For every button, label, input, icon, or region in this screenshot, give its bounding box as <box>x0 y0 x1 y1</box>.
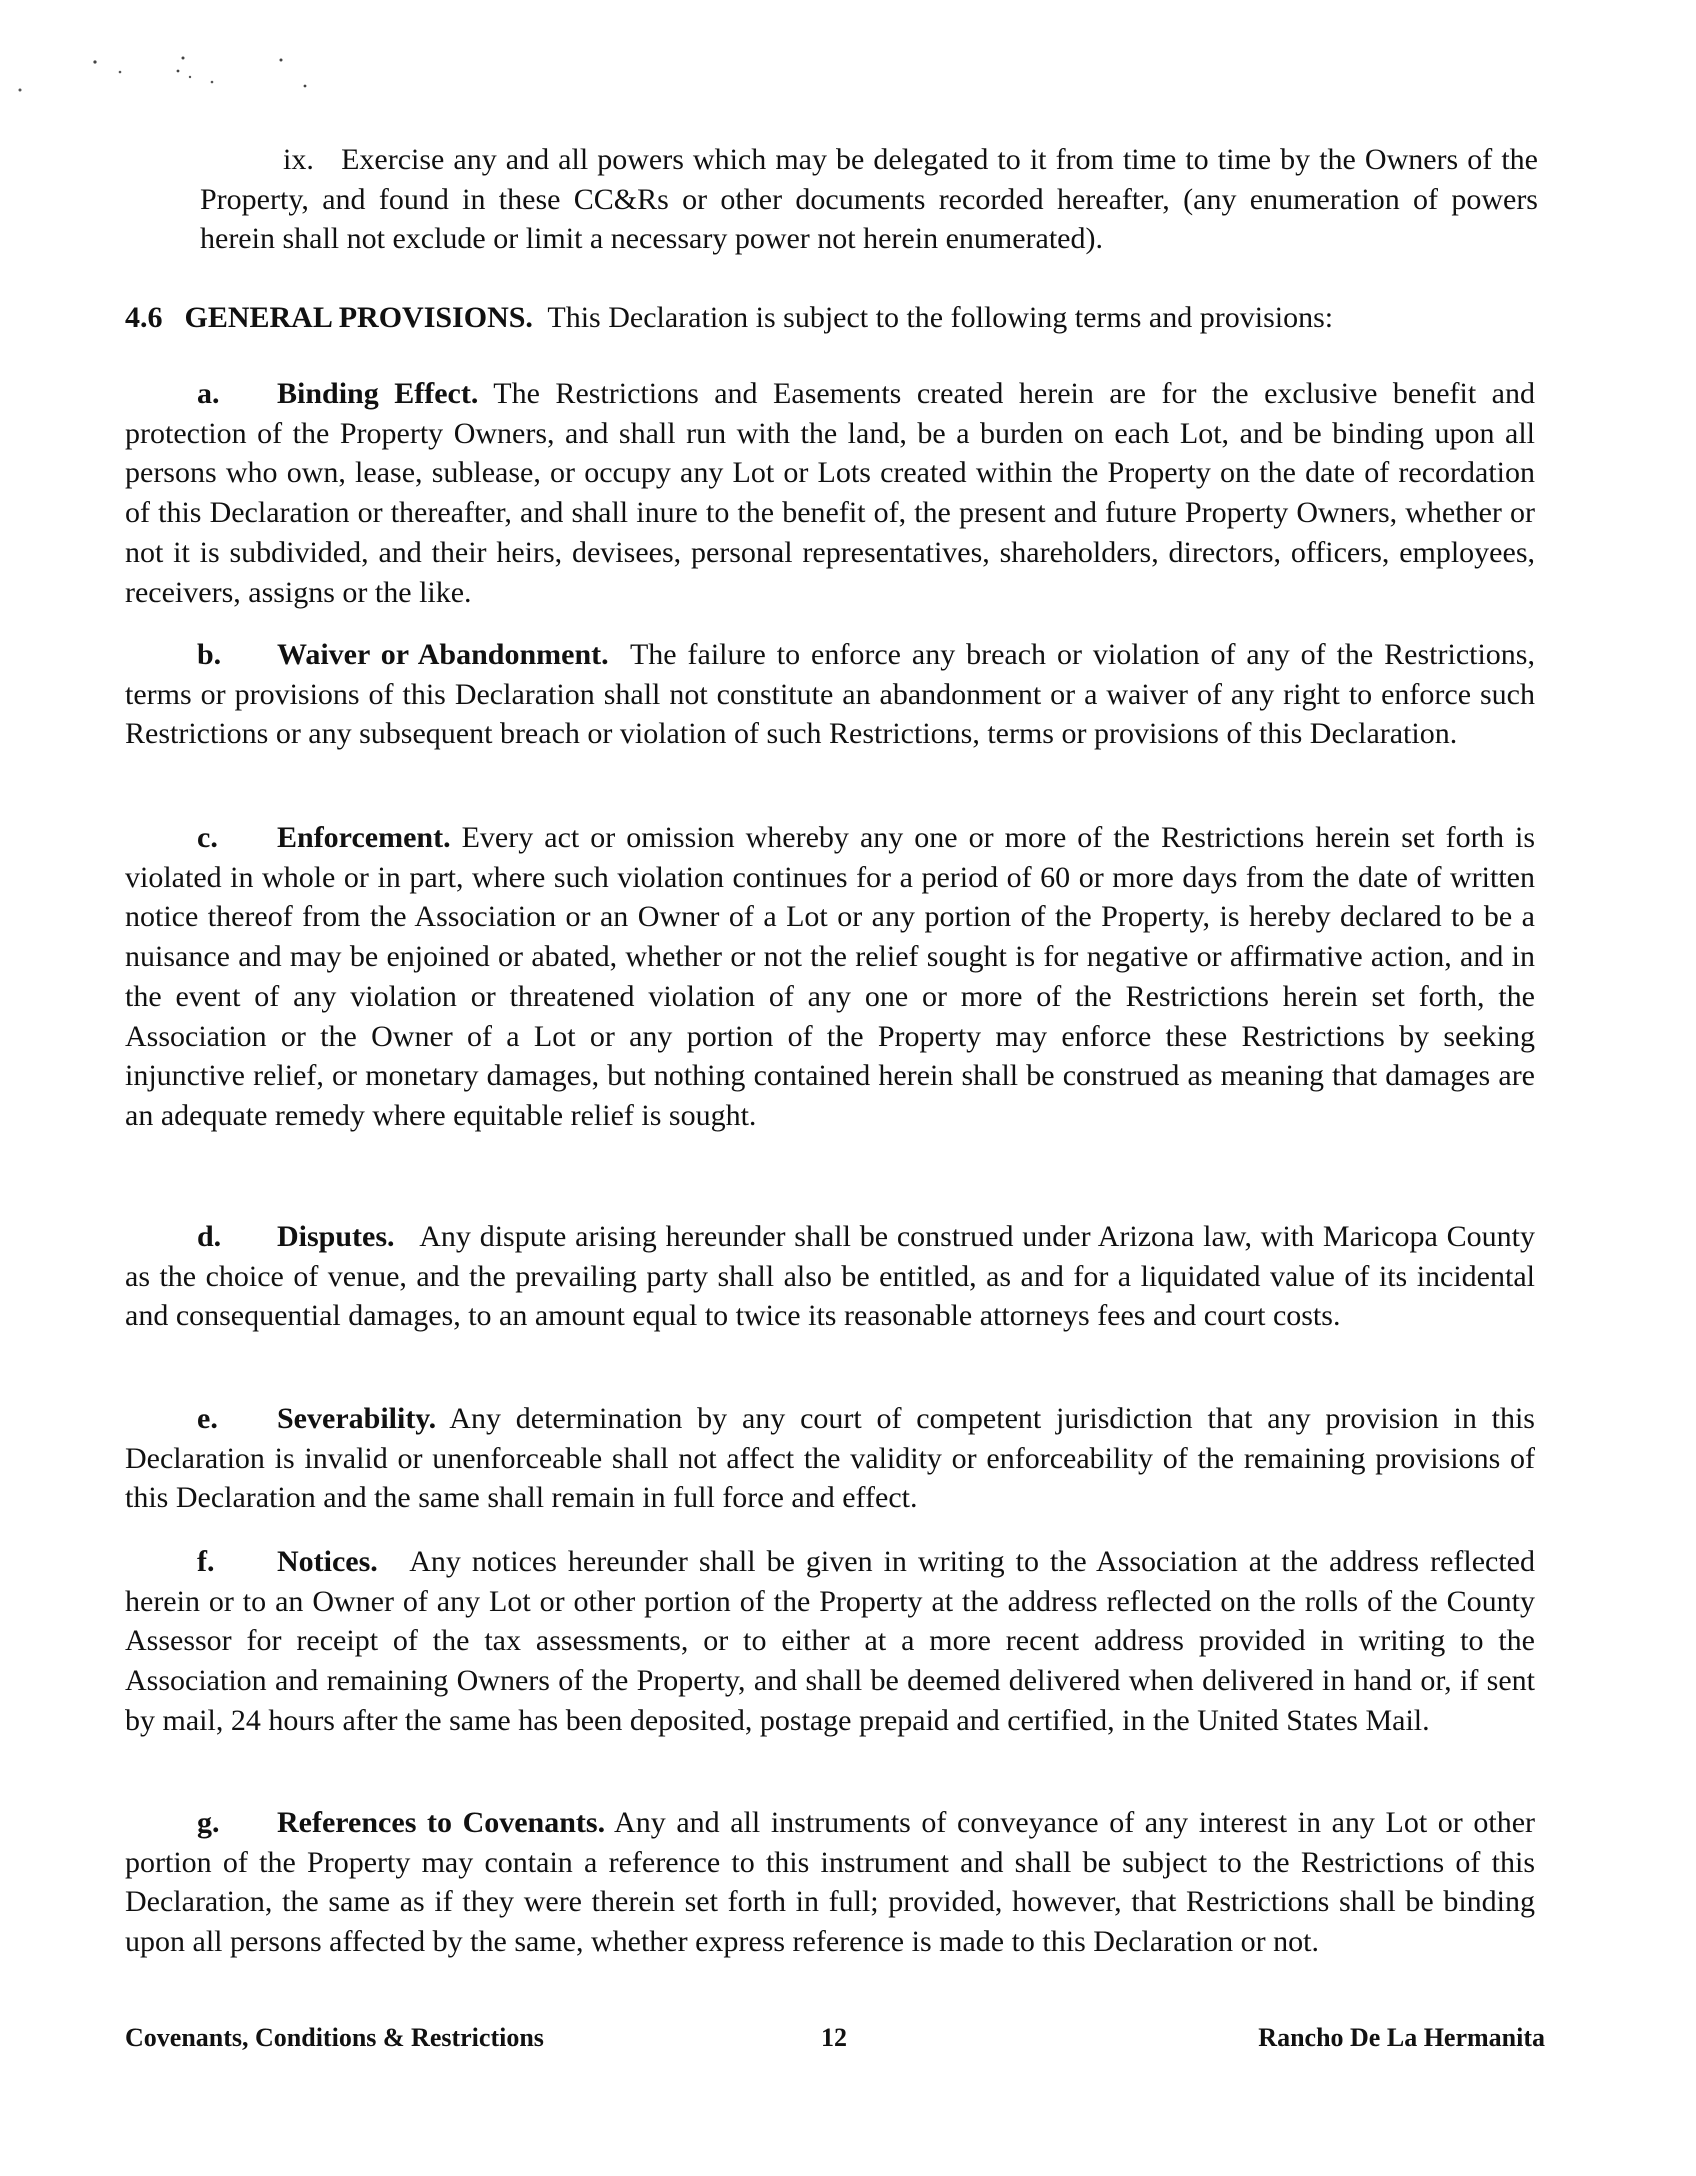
general-provisions-heading <box>125 298 1545 338</box>
provision-b-label: Waiver or Abandonment. <box>277 638 609 671</box>
provision-e-label: Severability. <box>277 1402 437 1435</box>
section-number: 4.6 <box>125 301 163 334</box>
provision-f-label: Notices. <box>277 1545 378 1578</box>
provision-d-paragraph <box>125 1217 1535 1336</box>
provision-a-text: The Restrictions and Easements created herein are for the exclusive benefit and protection of the Property Owners, and shall run with the land, be a burden on each Lot, and be binding upon all persons who own, lease, sublease, or occupy any Lot or Lots created within the Property on the date of recordation of this Declaration or thereafter, and shall inure to the benefit of, the present and future Property Owners, whether or not it is subdivided, and their heirs, devisees, personal representatives, shareholders, directors, officers, employees, receivers, assigns or the like. <box>125 377 1535 609</box>
provision-c-letter: c. <box>197 821 218 854</box>
provision-g-paragraph <box>125 1803 1535 1962</box>
provision-g-letter: g. <box>197 1806 220 1839</box>
footer-project-name: Rancho De La Hermanita <box>1258 2023 1545 2052</box>
section-ix-paragraph <box>200 140 1538 259</box>
provision-c-label: Enforcement. <box>277 821 451 854</box>
footer-page-number: 12 <box>821 2023 847 2052</box>
footer-document-title: Covenants, Conditions & Restrictions <box>125 2023 544 2052</box>
provision-e-text: Any determination by any court of competent jurisdiction that any provision in this Declaration is invalid or unenforceable shall not affect the validity or enforceability of the remaining provisions of this Declaration and the same shall remain in full force and effect. <box>125 1402 1535 1515</box>
scan-speck-marks <box>0 0 340 110</box>
provision-b-letter: b. <box>197 638 222 671</box>
provision-f-letter: f. <box>197 1545 215 1578</box>
page-footer <box>125 2023 1545 2063</box>
section-intro: This Declaration is subject to the following terms and provisions: <box>547 301 1334 334</box>
provision-a-paragraph <box>125 374 1535 612</box>
section-ix-marker: ix. <box>283 143 314 176</box>
section-ix-text: Exercise any and all powers which may be delegated to it from time to time by the Owners of the Property, and found in these CC&Rs or other documents recorded hereafter, (any enumeration of powers herein shall not exclude or limit a necessary power not herein enumerated). <box>200 143 1539 256</box>
provision-d-label: Disputes. <box>277 1220 395 1253</box>
provision-g-label: References to Covenants. <box>277 1806 606 1839</box>
provision-e-letter: e. <box>197 1402 218 1435</box>
provision-b-paragraph <box>125 635 1535 754</box>
provision-c-paragraph <box>125 818 1535 1136</box>
provision-c-text: Every act or omission whereby any one or more of the Restrictions herein set forth is violated in whole or in part, where such violation continues for a period of 60 or more days from the date of written notice thereof from the Association or an Owner of a Lot or any portion of the Property, is hereby declared to be a nuisance and may be enjoined or abated, whether or not the relief sought is for negative or affirmative action, and in the event of any violation or threatened violation of any one or more of the Restrictions herein set forth, the Association or the Owner of a Lot or any portion of the Property may enforce these Restrictions by seeking injunctive relief, or monetary damages, but nothing contained herein shall be construed as meaning that damages are an adequate remedy where equitable relief is sought. <box>125 821 1536 1132</box>
provision-f-text: Any notices hereunder shall be given in writing to the Association at the address reflected herein or to an Owner of any Lot or other portion of the Property at the address reflected on the rolls of the County Assessor for receipt of the tax assessments, or to either at a more recent address provided in writing to the Association and remaining Owners of the Property, and shall be deemed delivered when delivered in hand or, if sent by mail, 24 hours after the same has been deposited, postage prepaid and certified, in the United States Mail. <box>125 1545 1535 1737</box>
provision-f-paragraph <box>125 1542 1535 1741</box>
section-title: GENERAL PROVISIONS. <box>184 301 533 334</box>
provision-g-text: Any and all instruments of conveyance of any interest in any Lot or other portion of the Property may contain a reference to this instrument and shall be subject to the Restrictions of this Declaration, the same as if they were therein set forth in full; provided, however, that Restrictions shall be binding upon all persons affected by the same, whether express reference is made to this Declaration or not. <box>125 1806 1535 1959</box>
provision-d-text: Any dispute arising hereunder shall be construed under Arizona law, with Maricopa County as the choice of venue, and the prevailing party shall also be entitled, as and for a liquidated value of its incidental and consequential damages, to an amount equal to twice its reasonable attorneys fees and court costs. <box>125 1220 1535 1333</box>
provision-b-text: The failure to enforce any breach or violation of any of the Restrictions, terms or provisions of this Declaration shall not constitute an abandonment or a waiver of any right to enforce such Restrictions or any subsequent breach or violation of such Restrictions, terms or provisions of this Declaration. <box>125 638 1535 751</box>
provision-d-letter: d. <box>197 1220 222 1253</box>
provision-a-letter: a. <box>197 377 220 410</box>
provision-a-label: Binding Effect. <box>277 377 479 410</box>
provision-e-paragraph <box>125 1399 1535 1518</box>
